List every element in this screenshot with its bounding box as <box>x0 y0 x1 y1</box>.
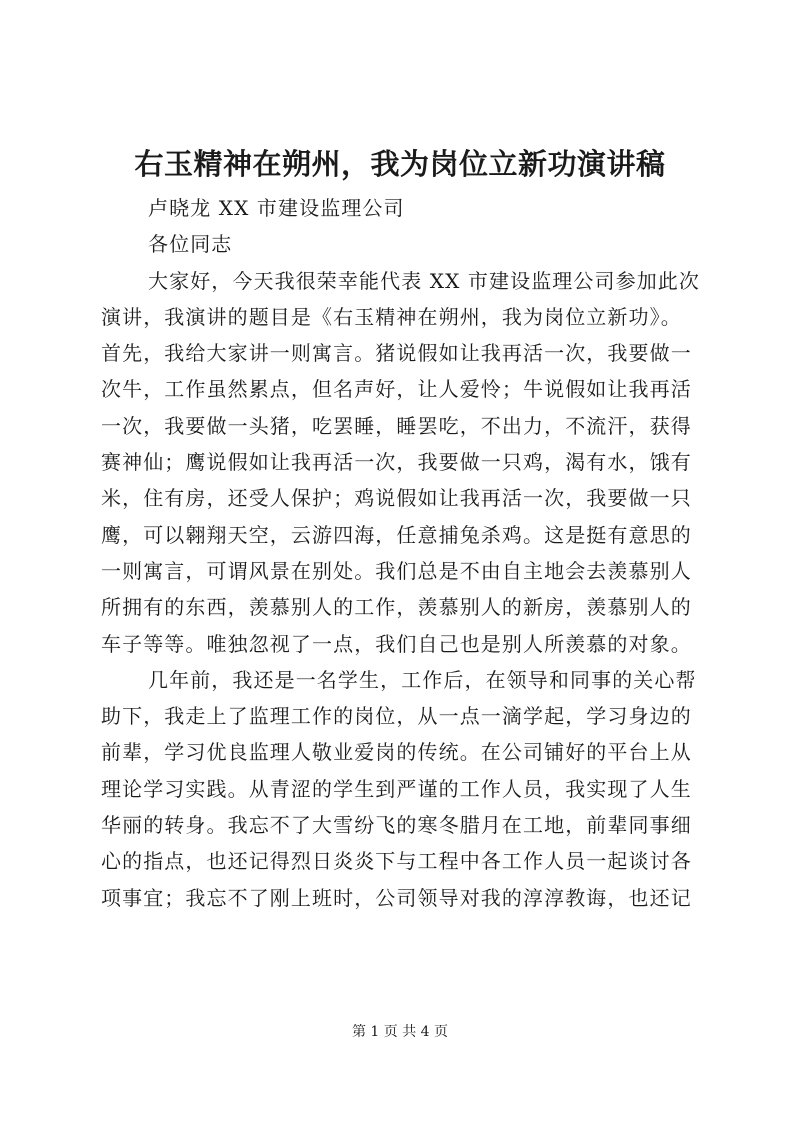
paragraph-2 <box>101 662 701 916</box>
paragraph-line: 项事宜；我忘不了刚上班时，公司领导对我的淳淳教诲，也还记 <box>101 885 692 910</box>
paragraph-line: 助下，我走上了监理工作的岗位，从一点一滴学起，学习身边的 <box>101 704 692 729</box>
paragraph-line: 首先，我给大家讲一则寓言。猪说假如让我再活一次，我要做一 <box>101 341 692 366</box>
paragraph-line: 演讲，我演讲的题目是《右玉精神在朔州，我为岗位立新功》。 <box>101 304 682 329</box>
paragraph-line: 车子等等。唯独忽视了一点，我们自己也是别人所羡慕的对象。 <box>101 631 692 656</box>
paragraph-line: 一则寓言，可谓风景在别处。我们总是不由自主地会去羡慕别人 <box>101 558 692 583</box>
salutation: 各位同志 <box>148 232 233 257</box>
paragraph-line: 一次，我要做一头猪，吃罢睡，睡罢吃，不出力，不流汗，获得 <box>101 413 692 438</box>
paragraph-line: 几年前，我还是一名学生，工作后，在领导和同事的关心帮 <box>148 667 697 692</box>
paragraph-line: 理论学习实践。从青涩的学生到严谨的工作人员，我实现了人生 <box>101 776 692 801</box>
author-line: 卢晓龙 XX 市建设监理公司 <box>148 196 405 220</box>
paragraph-line: 次牛，工作虽然累点，但名声好，让人爱怜；牛说假如让我再活 <box>101 377 692 402</box>
document-body <box>101 190 701 916</box>
paragraph-line: 华丽的转身。我忘不了大雪纷飞的寒冬腊月在工地，前辈同事细 <box>101 813 692 838</box>
paragraph-line: 赛神仙；鹰说假如让我再活一次，我要做一只鸡，渴有水，饿有 <box>101 450 692 475</box>
paragraph-line: 米，住有房，还受人保护；鸡说假如让我再活一次，我要做一只 <box>101 486 692 511</box>
paragraph-1 <box>101 263 701 662</box>
document-title: 右玉精神在朔州，我为岗位立新功演讲稿 <box>134 147 666 181</box>
paragraph-line: 鹰，可以翱翔天空，云游四海，任意捕兔杀鸡。这是挺有意思的 <box>101 522 692 547</box>
paragraph-line: 心的指点，也还记得烈日炎炎下与工程中各工作人员一起谈讨各 <box>101 849 692 874</box>
paragraph-line: 大家好，今天我很荣幸能代表 XX 市建设监理公司参加此次 <box>148 268 700 293</box>
paragraph-line: 所拥有的东西，羡慕别人的工作，羡慕别人的新房，羡慕别人的 <box>101 595 692 620</box>
page-footer: 第 1 页 共 4 页 <box>351 1024 449 1040</box>
paragraph-line: 前辈，学习优良监理人敬业爱岗的传统。在公司铺好的平台上从 <box>101 740 692 765</box>
